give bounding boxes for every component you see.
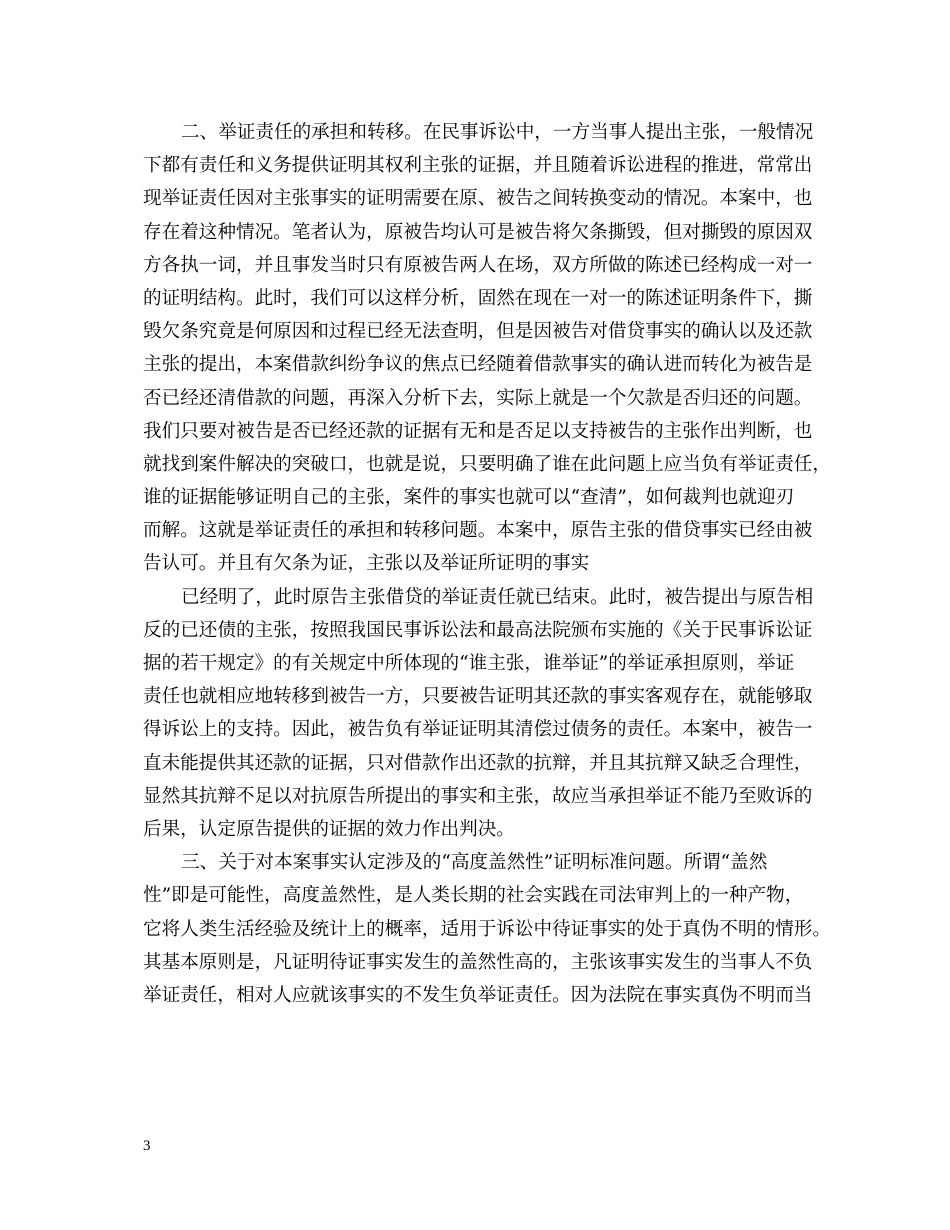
- text-line: 举证责任，相对人应就该事实的不发生负举证责任。因为法院在事实真伪不明而当: [143, 984, 813, 1006]
- page-number: 3: [143, 1138, 151, 1154]
- text-line: 显然其抗辩不足以对抗原告所提出的事实和主张，故应当承担举证不能乃至败诉的: [143, 785, 813, 807]
- text-line: 告认可。并且有欠条为证，主张以及举证所证明的事实: [143, 553, 590, 575]
- text-line: 毁欠条究竟是何原因和过程已经无法查明，但是因被告对借贷事实的确认以及还款: [143, 321, 813, 343]
- text-line: 三、关于对本案事实认定涉及的“高度盖然性”证明标准问题。所谓“盖然: [181, 852, 768, 874]
- text-line: 其基本原则是，凡证明待证事实发生的盖然性高的，主张该事实发生的当事人不负: [143, 951, 813, 973]
- text-line: 责任也就相应地转移到被告一方，只要被告证明其还款的事实客观存在，就能够取: [143, 686, 813, 708]
- text-line: 后果，认定原告提供的证据的效力作出判决。: [143, 818, 515, 840]
- paragraph-1: [143, 116, 831, 581]
- text-line: 现举证责任因对主张事实的证明需要在原、被告之间转换变动的情况。本案中，也: [143, 188, 813, 210]
- text-line: 的证明结构。此时，我们可以这样分析，固然在现在一对一的陈述证明条件下，撕: [143, 287, 813, 309]
- paragraph-2: [143, 581, 813, 847]
- body-text: [143, 116, 831, 1012]
- text-line: 主张的提出，本案借款纠纷争议的焦点已经随着借款事实的确认进而转化为被告是: [143, 354, 813, 376]
- text-line: 方各执一词，并且事发当时只有原被告两人在场，双方所做的陈述已经构成一对一: [143, 254, 813, 276]
- text-line: 它将人类生活经验及统计上的概率，适用于诉讼中待证事实的处于真伪不明的情形。: [143, 918, 831, 940]
- text-line: 已经明了，此时原告主张借贷的举证责任就已结束。此时，被告提出与原告相: [181, 586, 814, 608]
- text-line: 下都有责任和义务提供证明其权利主张的证据，并且随着诉讼进程的推进，常常出: [143, 155, 813, 177]
- text-line: 直未能提供其还款的证据，只对借款作出还款的抗辩，并且其抗辩又缺乏合理性，: [143, 752, 813, 774]
- paragraph-3: [143, 846, 831, 1012]
- text-line: 我们只要对被告是否已经还款的证据有无和是否足以支持被告的主张作出判断，也: [143, 420, 813, 442]
- text-line: 反的已还债的主张，按照我国民事诉讼法和最高法院颁布实施的《关于民事诉讼证: [143, 619, 813, 641]
- text-line: 否已经还清借款的问题，再深入分析下去，实际上就是一个欠款是否归还的问题。: [143, 387, 813, 409]
- text-line: 就找到案件解决的突破口，也就是说，只要明确了谁在此问题上应当负有举证责任，: [143, 453, 831, 475]
- text-line: 二、举证责任的承担和转移。在民事诉讼中，一方当事人提出主张，一般情况: [181, 122, 814, 143]
- text-line: 得诉讼上的支持。因此，被告负有举证证明其清偿过债务的责任。本案中，被告一: [143, 719, 813, 741]
- text-line: 存在着这种情况。笔者认为，原被告均认可是被告将欠条撕毁，但对撕毁的原因双: [143, 221, 813, 243]
- text-line: 据的若干规定》的有关规定中所体现的“谁主张，谁举证”的举证承担原则，举证: [143, 653, 795, 674]
- text-line: 性”即是可能性，高度盖然性，是人类长期的社会实践在司法审判上的一种产物，: [143, 885, 804, 907]
- text-line: 而解。这就是举证责任的承担和转移问题。本案中，原告主张的借贷事实已经由被: [143, 520, 813, 542]
- text-line: 谁的证据能够证明自己的主张，案件的事实也就可以“查清”，如何裁判也就迎刃: [143, 487, 795, 509]
